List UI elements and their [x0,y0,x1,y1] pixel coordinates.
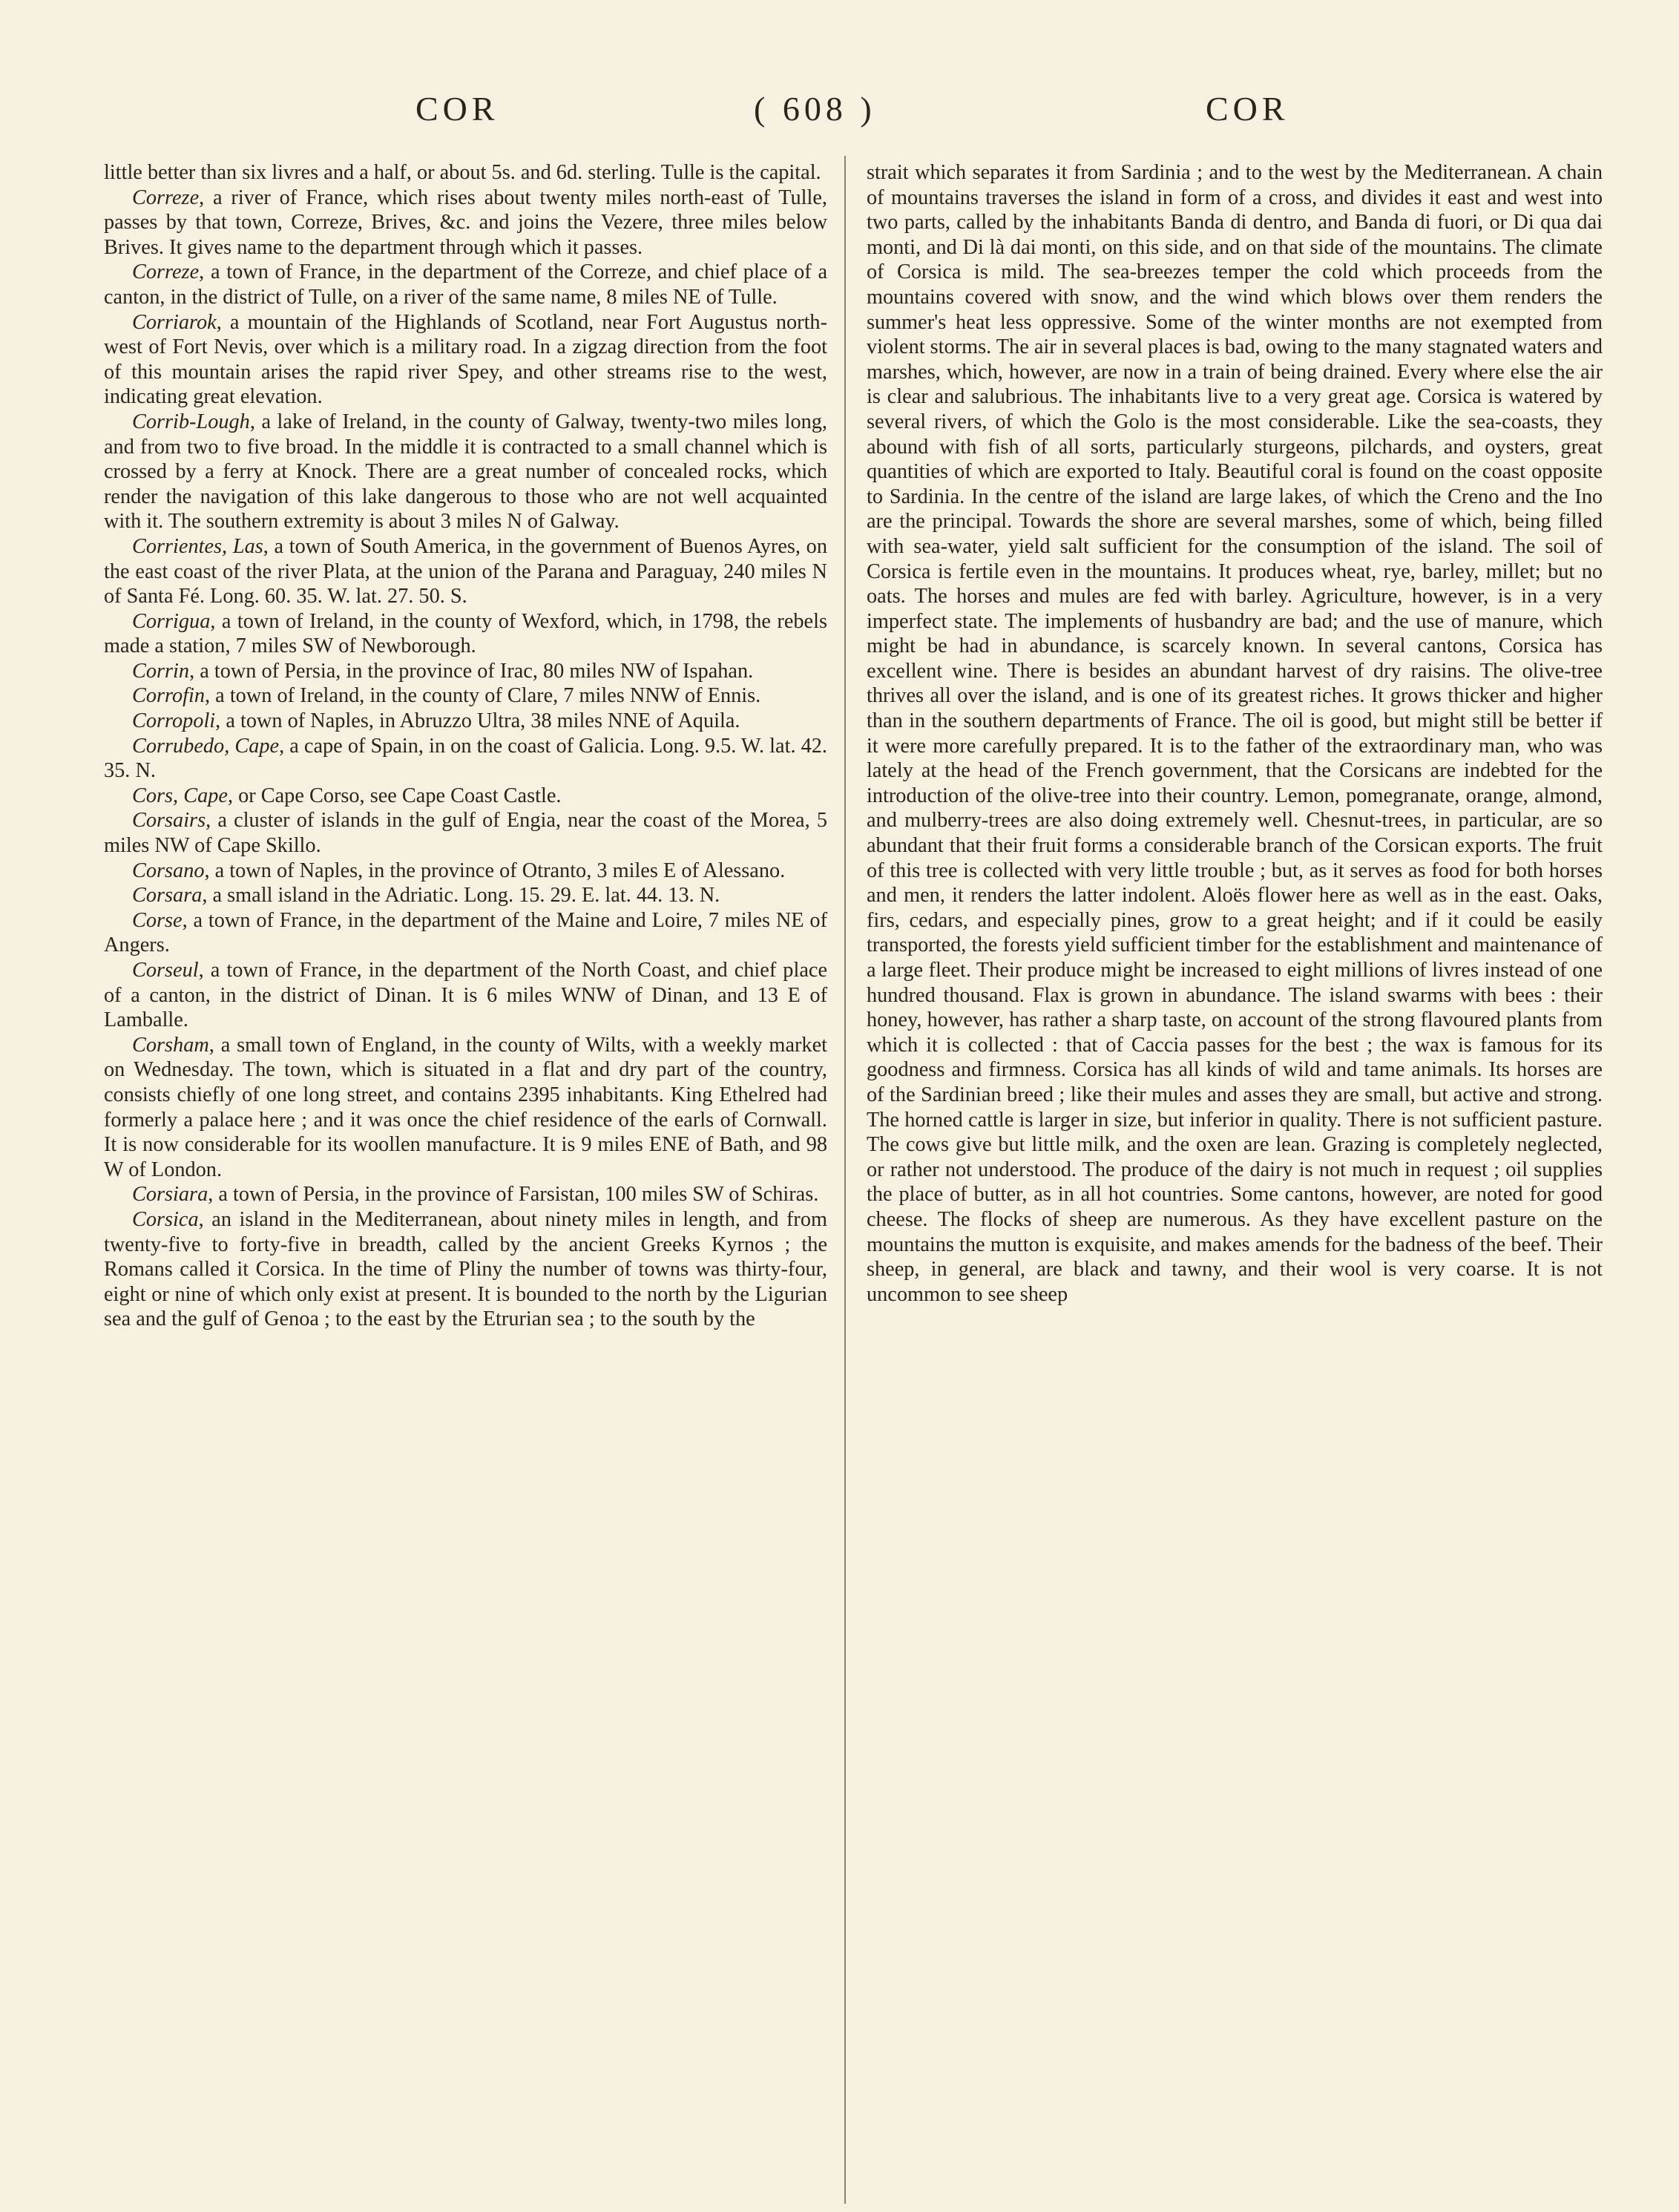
dictionary-entry [104,659,827,684]
entry-headword: Correze [132,186,200,209]
entry-text: , a river of France, which rises about twenty miles north-east of Tulle, passes by that town, Correze, Brives, &c. and joins the Vezere, three miles below Brives. It gives name to the department through which it passes. [104,186,827,259]
dictionary-entry [104,958,827,1033]
dictionary-entry [104,784,827,809]
entry-headword: Corriarok [132,310,217,334]
column-divider [844,156,846,2204]
dictionary-entry [104,908,827,958]
dictionary-entry [104,734,827,784]
dictionary-entry [104,1207,827,1332]
dictionary-entry [104,186,827,260]
entry-text: , a town of South America, in the government of Buenos Ayres, on the east coast of the river Plata, at the union of the Parana and Paraguay, 240 miles N of Santa Fé. Long. 60. 35. W. lat. 27. 50. S. [104,534,827,608]
dictionary-entry [104,310,827,410]
entry-text: , a town of France, in the department of the Correze, and chief place of a canton, in the district of Tulle, on a river of the same name, 8 miles NE of Tulle. [104,260,827,309]
right-text-column [867,160,1603,1307]
entry-text: , a town of Ireland, in the county of Wexford, which, in 1798, the rebels made a station, 7 miles SW of Newborough. [104,609,827,658]
dictionary-entry [104,683,827,709]
dictionary-entry [104,260,827,309]
entry-headword: Corrientes, Las [132,534,263,558]
dictionary-entry [104,1182,827,1207]
entry-headword: Corsiara [132,1183,208,1207]
entry-headword: Corsica [132,1207,199,1231]
dictionary-entry [104,709,827,734]
entry-text: , a town of Persia, in the province of Farsistan, 100 miles SW of Schiras. [208,1183,819,1207]
header-left-guide-word: COR [415,90,499,128]
dictionary-entry [104,410,827,534]
dictionary-entry [104,534,827,609]
entry-text: , a town of France, in the department of the Maine and Loire, 7 miles NE of Angers. [104,908,827,957]
entry-headword: Corsairs [132,809,206,833]
entry-text: , a cape of Spain, in on the coast of Galicia. Long. 9.5. W. lat. 42. 35. N. [104,734,827,783]
dictionary-entry [104,883,827,908]
entry-text: , a mountain of the Highlands of Scotland, near Fort Augustus north-west of Fort Nevis, over which is a military road. In a zigzag direction from the foot of this mountain arises the rapid river Spey, and other streams rise to the west, indicating great elevation. [104,310,827,409]
dictionary-entry [104,808,827,858]
entry-text: , a small island in the Adriatic. Long. 15. 29. E. lat. 44. 13. N. [202,884,720,908]
entry-headword: Corrigua [132,609,211,633]
entry-headword: Corrin [132,659,190,683]
entry-text: little better than six livres and a half, or about 5s. and 6d. sterling. Tulle is the capital. [104,161,821,184]
dictionary-entry [104,859,827,884]
dictionary-entry [104,1033,827,1183]
dictionary-entry [104,160,827,186]
running-header [0,89,1679,141]
entry-text: , or Cape Corso, see Cape Coast Castle. [227,784,562,807]
entry-headword: Correze [132,260,200,284]
page-number: ( 608 ) [754,90,876,128]
entry-headword: Corsara [132,884,203,908]
entry-text: , a town of France, in the department of the North Coast, and chief place of a canton, in the district of Dinan. It is 6 miles WNW of Dinan, and 13 E of Lamballe. [104,959,827,1032]
entry-headword: Corrofin [132,684,206,708]
entry-headword: Corropoli [132,709,216,733]
entry-text: , a lake of Ireland, in the county of Galway, twenty-two miles long, and from two to five broad. In the middle it is contracted to a small channel which is crossed by a ferry at Knock. There are a great number of concealed rocks, which render the navigation of this lake dangerous to those who are not well acquainted with it. The southern extremity is about 3 miles N of Galway. [104,410,827,534]
entry-text: , a town of Naples, in the province of Otranto, 3 miles E of Alessano. [204,859,786,882]
entry-text: , an island in the Mediterranean, about ninety miles in length, and from twenty-five to forty-five in breadth, called by the ancient Greeks Kyrnos ; the Romans called it Corsica. In the time of Pliny the number of towns was thirty-four, eight or nine of which only exist at present. It is bounded to the north by the Ligurian sea and the gulf of Genoa ; to the east by the Etrurian sea ; to the south by the [104,1207,827,1331]
entry-headword: Corseul [132,959,199,982]
entry-headword: Corsham [132,1033,209,1057]
entry-headword: Cors, Cape [132,784,228,807]
entry-text: , a small town of England, in the county of Wilts, with a weekly market on Wednesday. The town, which is situated in a flat and dry part of the country, consists chiefly of one long street, and contains 2395 inhabitants. King Ethelred had formerly a palace here ; and it was once the chief residence of the earls of Cornwall. It is now considerable for its woollen manufacture. It is 9 miles ENE of Bath, and 98 W of London. [104,1033,827,1181]
entry-headword: Corrubedo, Cape [132,734,280,758]
entry-text: , a cluster of islands in the gulf of Engia, near the coast of the Morea, 5 miles NW of Cape Skillo. [104,809,827,858]
entry-headword: Corse [132,908,183,932]
header-right-guide-word: COR [1206,90,1289,128]
entry-text: , a town of Naples, in Abruzzo Ultra, 38 miles NNE of Aquila. [215,709,740,733]
dictionary-entry [867,160,1603,1307]
entry-text: , a town of Persia, in the province of Irac, 80 miles NW of Ispahan. [189,659,754,683]
entry-text: , a town of Ireland, in the county of Clare, 7 miles NNW of Ennis. [205,684,761,708]
entry-text: strait which separates it from Sardinia ; and to the west by the Mediterranean. A chain of mountains traverses the island in form of a cross, and divides it east and west into two parts, called by the inhabitants Banda di dentro, and Banda di fuori, or Di qua dai monti, and Di là dai monti, on this side, and on that side of the mountains. The climate of Corsica is mild. The sea-breezes temper the cold which proceeds from the mountains covered with snow, and the wind which blows over them renders the summer's heat less oppressive. Some of the winter months are not exempted from violent storms. The air in several places is bad, owing to the many stagnated waters and marshes, which, however, are now in a train of being drained. Every where else the air is clear and salubrious. The inhabitants live to a very great age. Corsica is watered by several rivers, of which the Golo is the most considerable. Like the sea-coasts, they abound with fish of all sorts, particularly sturgeons, pilchards, and oysters, great quantities of which are exported to Italy. Beautiful coral is found on the coast opposite to Sardinia. In the centre of the island are large lakes, of which the Creno and the Ino are the principal. Towards the shore are several marshes, some of which, being filled with sea-water, yield salt sufficient for the consumption of the island. The soil of Corsica is fertile even in the mountains. It produces wheat, rye, barley, millet; but no oats. The horses and mules are fed with barley. Agriculture, however, is in a very imperfect state. The implements of husbandry are bad; and the use of manure, which might be had in abundance, is scarcely known. In several cantons, Corsica has excellent wine. There is besides an abundant harvest of dry raisins. The olive-tree thrives all over the island, and is one of its greatest riches. It grows thicker and higher than in the southern departments of France. The oil is good, but might still be better if it were more carefully prepared. It is to the father of the extraordinary man, who was lately at the head of the French government, that the Corsicans are indebted for the introduction of the olive-tree into their country. Lemon, pomegranate, orange, almond, and mulberry-trees are also doing extremely well. Chesnut-trees, in particular, are so abundant that their fruit forms a considerable branch of the Corsican exports. The fruit of this tree is collected with very little trouble ; but, as it serves as food for both horses and men, it renders the latter indolent. Aloës flower here as well as in the east. Oaks, firs, cedars, and especially pines, grow to a great height; and if it could be easily transported, the forests yield sufficient timber for the establishment and maintenance of a large fleet. Their produce might be increased to eight millions of livres instead of one hundred thousand. Flax is grown in abundance. The island swarms with bees : their honey, however, has rather a sharp taste, on account of the strong flavoured plants from which it is collected : that of Caccia passes for the best ; the wax is famous for its goodness and firmness. Corsica has all kinds of wild and tame animals. Its horses are of the Sardinian breed ; like their mules and asses they are small, but active and strong. The horned cattle is larger in size, but inferior in quality. There is not sufficient pasture. The cows give but little milk, and the oxen are lean. Grazing is completely neglected, or rather not understood. The produce of the dairy is not much in request ; oil supplies the place of butter, as in all hot countries. Some cantons, however, are noted for good cheese. The flocks of sheep are numerous. As they have excellent pasture on the mountains the mutton is exquisite, and makes amends for the badness of the beef. Their sheep, in general, are black and tawny, and their wool is very coarse. It is not uncommon to see sheep [867,161,1603,1306]
left-text-column [104,160,827,1332]
entry-headword: Corsano [132,859,205,882]
entry-headword: Corrib-Lough [132,410,250,433]
dictionary-entry [104,609,827,659]
